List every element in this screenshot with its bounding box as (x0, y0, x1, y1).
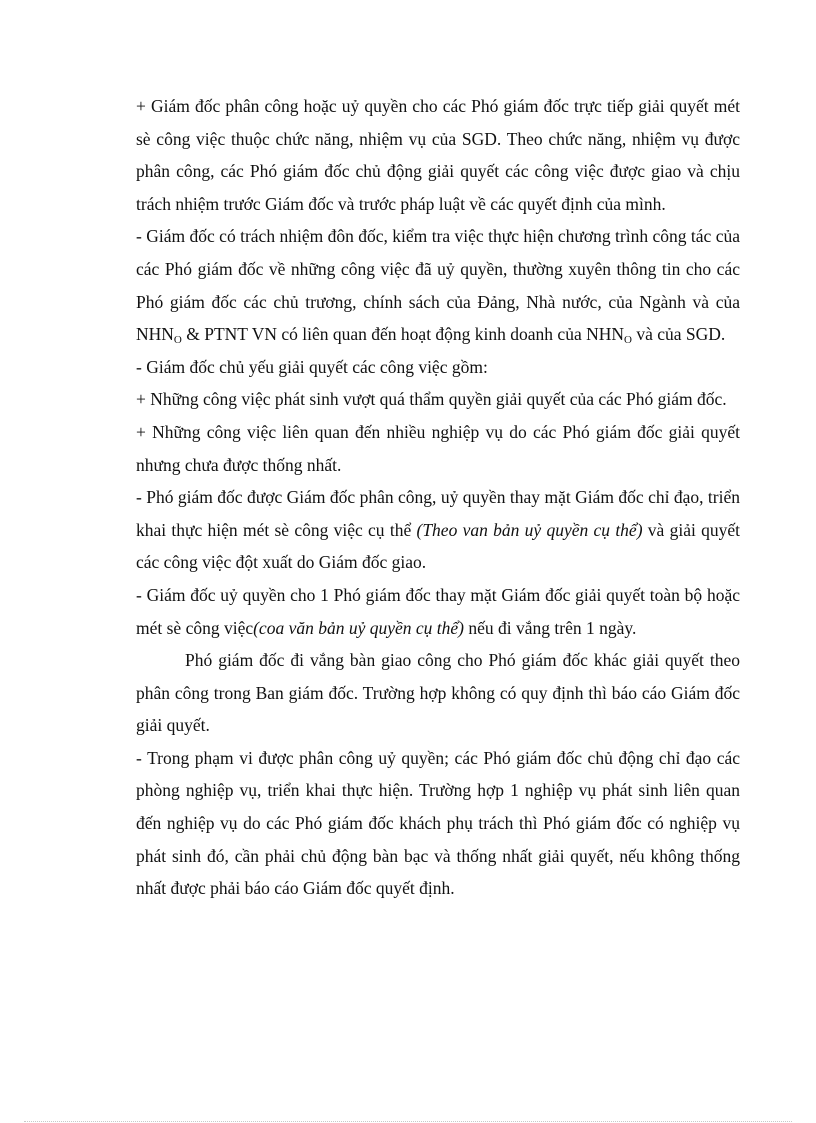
paragraph-delegation-intro (136, 90, 740, 220)
paragraph-task-multi-department (136, 416, 740, 481)
text-run: và giải quyết các công việc đột xuất do Giám đốc giao. (136, 519, 740, 573)
paragraph-task-beyond-authority (136, 383, 740, 416)
paragraph-director-main-tasks (136, 351, 740, 384)
paragraph-deputy-scope (136, 742, 740, 905)
text-run: - Giám đốc chủ yếu giải quyết các công việc gồm: (136, 356, 488, 377)
text-run: - Phó giám đốc được Giám đốc phân công, uỷ quyền thay mặt Giám đốc chỉ đạo, triển khai thực hiện mét sè công việc cụ thể (136, 487, 740, 540)
text-run: & PTNT VN có liên quan đến hoạt động kinh doanh của NHN (181, 324, 625, 345)
paragraph-deputy-assigned (136, 481, 740, 579)
text-run: + Giám đốc phân công hoặc uỷ quyền cho các Phó giám đốc trực tiếp giải quyết mét sè công việc thuộc chức năng, nhiệm vụ của SGD. Theo chức năng, nhiệm vụ được phân công, các Phó giám đốc chủ động giải quyết các công việc được giao và chịu trách nhiệm trước Giám đốc và trước pháp luật về các quyết định của mình. (136, 96, 740, 214)
text-run: Phó giám đốc đi vắng bàn giao công cho Phó giám đốc khác giải quyết theo phân công trong Ban giám đốc. Trường hợp không có quy định thì báo cáo Giám đốc giải quyết. (136, 650, 740, 736)
text-run: - Giám đốc uỷ quyền cho 1 Phó giám đốc thay mặt Giám đốc giải quyết toàn bộ hoặc mét sè công việc (136, 584, 740, 638)
text-run: - Trong phạm vi được phân công uỷ quyền; các Phó giám đốc chủ động chỉ đạo các phòng nghiệp vụ, triển khai thực hiện. Trường hợp 1 nghiệp vụ phát sinh liên quan đến nghiệp vụ do các Phó giám đốc khách phụ trách thì Phó giám đốc có nghiệp vụ phát sinh đó, cần phải chủ động bàn bạc và thống nhất giải quyết, nếu không thống nhất được phải báo cáo Giám đốc quyết định. (136, 747, 740, 899)
subscript: O (173, 334, 182, 347)
text-run: và của SGD. (631, 324, 726, 345)
text-run: - Giám đốc có trách nhiệm đôn đốc, kiểm tra việc thực hiện chương trình công tác của các Phó giám đốc về những công việc đã uỷ quyền, thường xuyên thông tin cho các Phó giám đốc các chủ trương, chính sách của Đảng, Nhà nước, của Ngành và của NHN (136, 226, 740, 345)
paragraph-director-responsibility (136, 220, 740, 350)
document-body (136, 90, 740, 905)
page-bottom-divider (24, 1121, 792, 1122)
italic-note: (coa văn bản uỷ quyền cụ thể) (253, 617, 464, 638)
text-run: + Những công việc phát sinh vượt quá thẩm quyền giải quyết của các Phó giám đốc. (136, 389, 727, 410)
italic-note: (Theo van bản uỷ quyền cụ thể) (416, 519, 643, 540)
paragraph-deputy-absence (136, 644, 740, 742)
subscript: O (624, 334, 632, 347)
text-run: + Những công việc liên quan đến nhiều nghiệp vụ do các Phó giám đốc giải quyết nhưng chưa được thống nhất. (136, 421, 740, 475)
text-run: nếu đi vắng trên 1 ngày. (464, 617, 637, 638)
paragraph-director-absence (136, 579, 740, 644)
